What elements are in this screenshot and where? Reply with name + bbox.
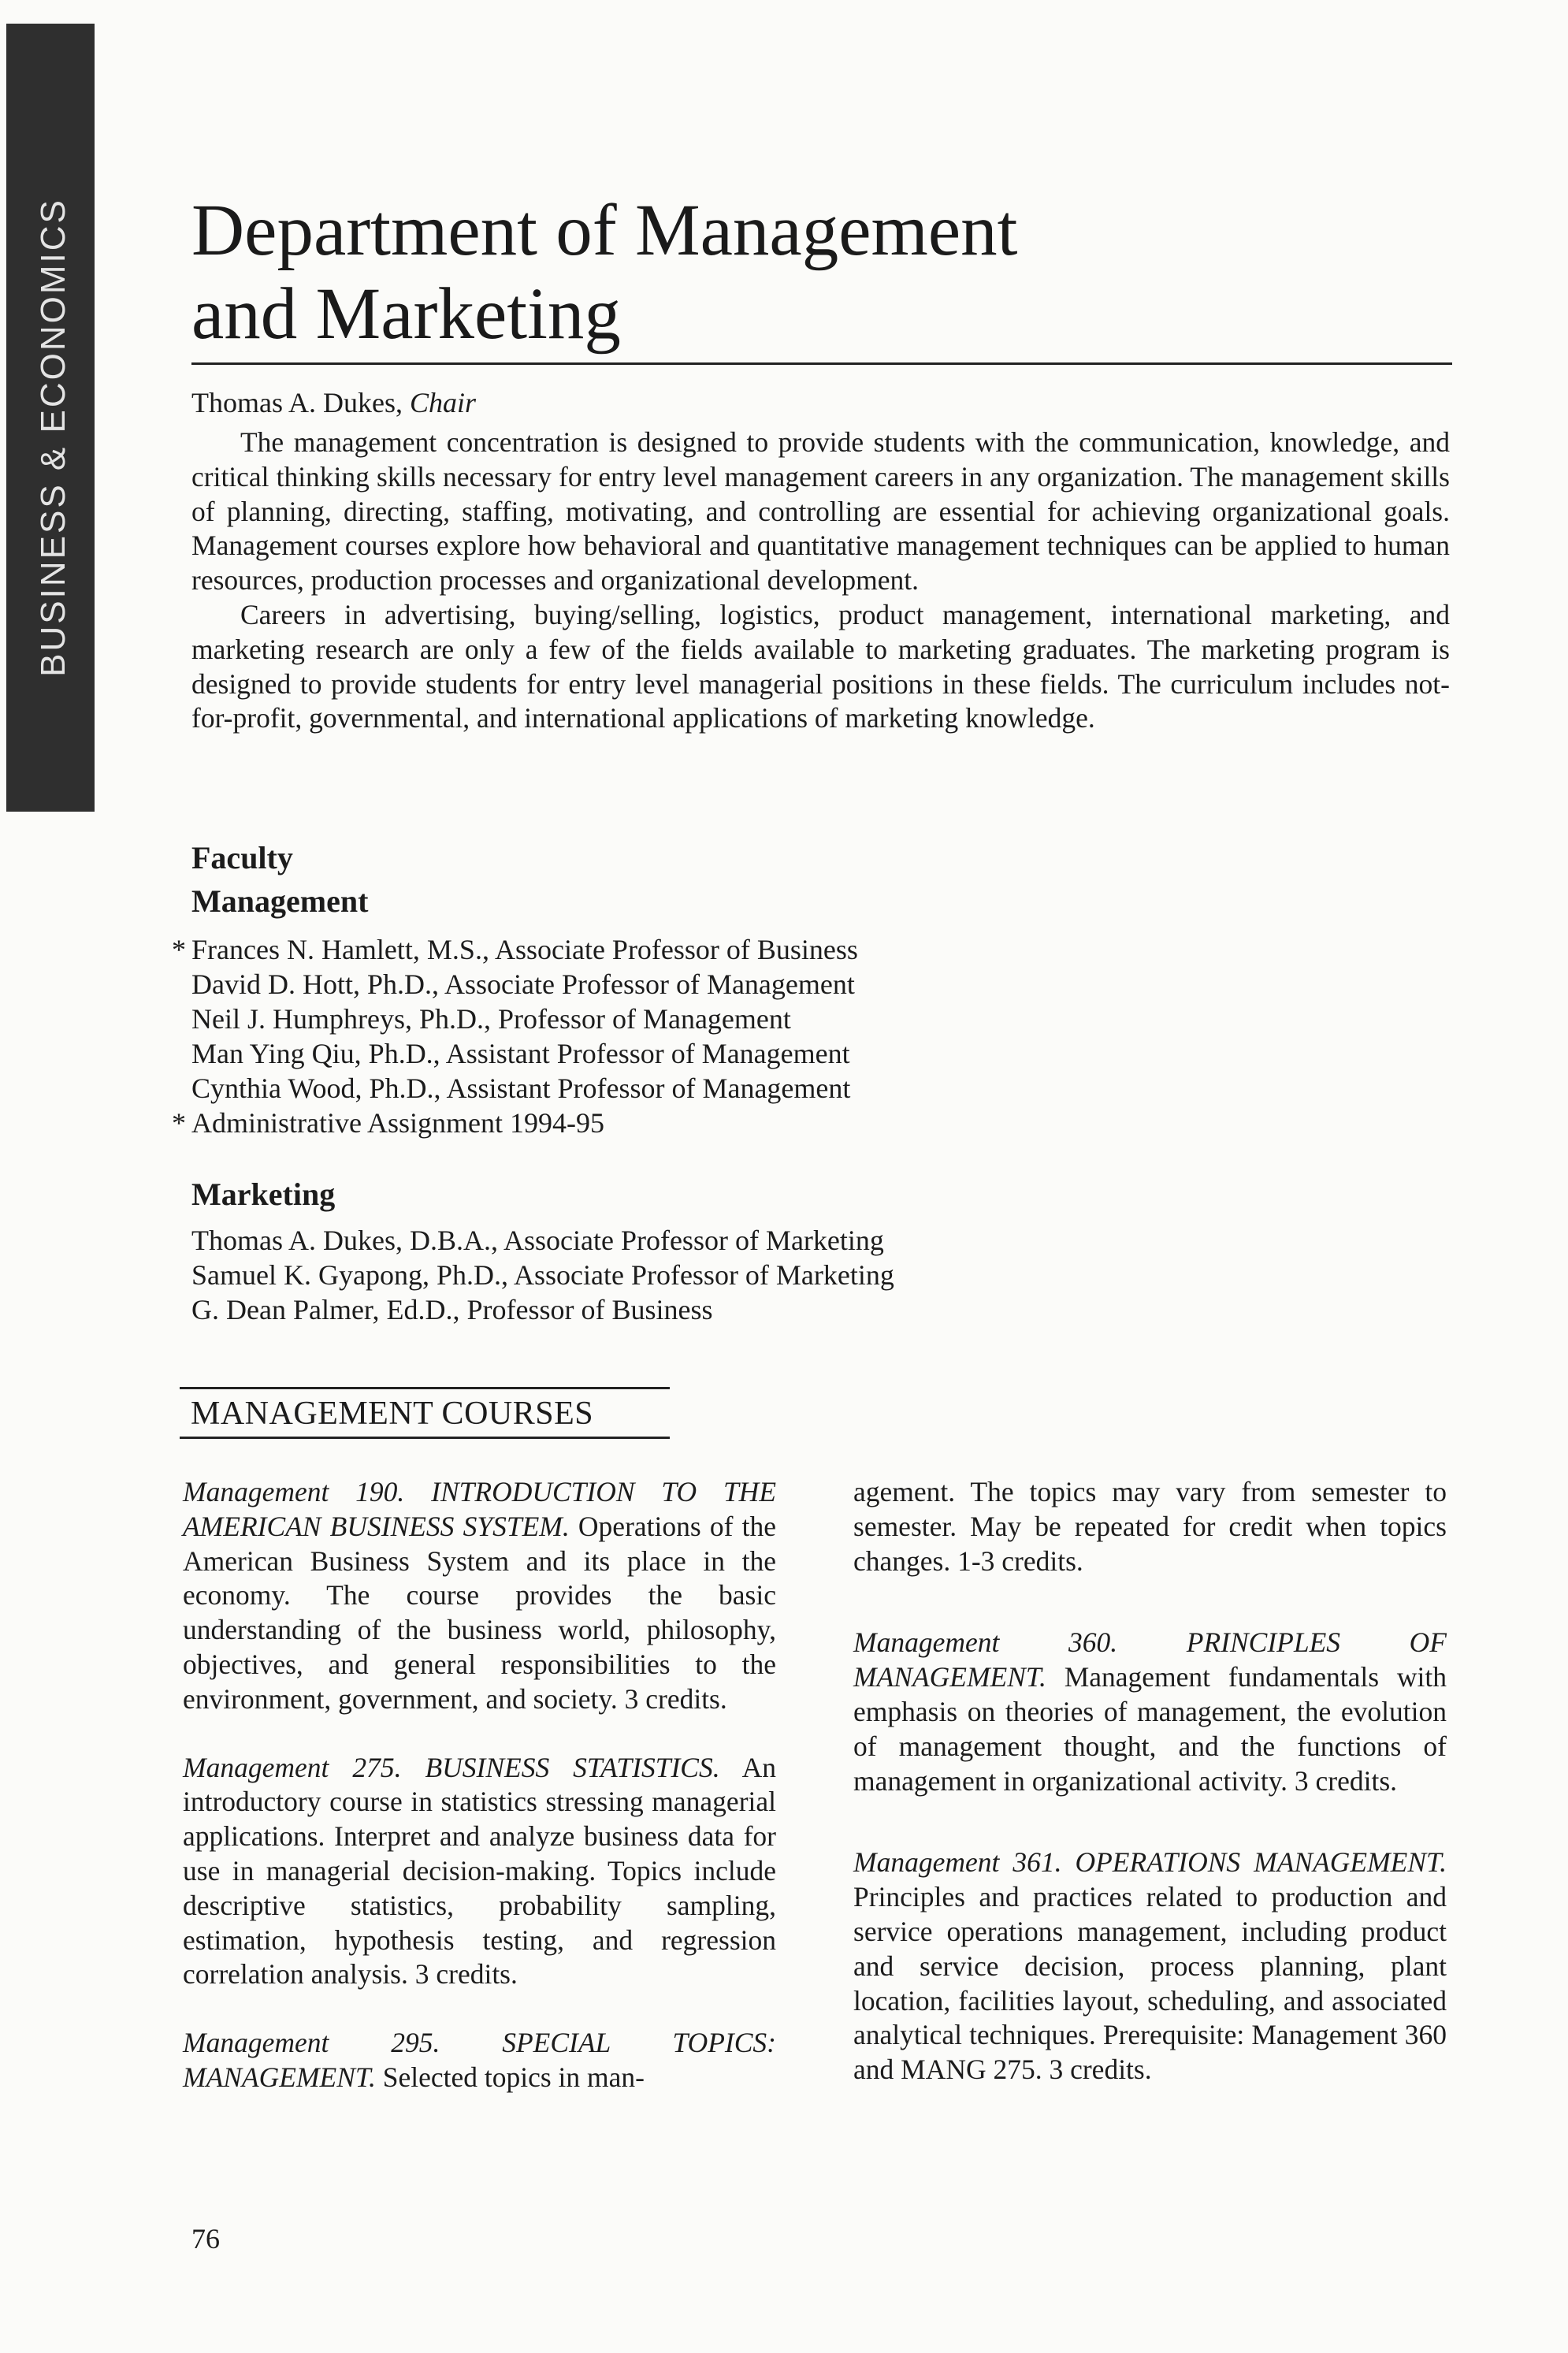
page-title-line-1: Department of Management bbox=[191, 190, 1018, 271]
faculty-member-text: Cynthia Wood, Ph.D., Assistant Professor of Management bbox=[191, 1072, 851, 1104]
course-title: OPERATIONS MANAGEMENT. bbox=[1075, 1846, 1447, 1879]
course-column-left bbox=[183, 1475, 776, 2095]
course-number: Management 361. bbox=[853, 1846, 1062, 1879]
section-tab bbox=[6, 24, 95, 812]
course-title: PRINCIPLES OF MANAGEMENT. bbox=[853, 1626, 1447, 1693]
faculty-member bbox=[172, 967, 858, 1002]
course-description: Selected topics in man- bbox=[382, 2061, 645, 2093]
chair-role: Chair bbox=[409, 387, 477, 418]
course-number: Management 360. bbox=[853, 1626, 1118, 1659]
course-entry bbox=[183, 2026, 776, 2095]
footnote bbox=[172, 1106, 858, 1140]
intro-paragraph-marketing: Careers in advertising, buying/selling, logistics, product management, international marketing, and marketing research are only a few of the fields available to marketing graduates. The marketing program is designed to provide students for entry level managerial positions in these fields. The curriculum includes not-for-profit, governmental, and international applications of marketing knowledge. bbox=[191, 598, 1450, 734]
page-number: 76 bbox=[191, 2223, 220, 2254]
course-description: Operations of the American Business System and its place in the economy. The course provides the basic understanding of the business world, philosophy, objectives, and general responsibilities to the environment, government, and society. 3 credits. bbox=[183, 1510, 776, 1715]
courses-heading: MANAGEMENT COURSES bbox=[180, 1387, 670, 1439]
faculty-member bbox=[172, 1002, 858, 1036]
course-entry bbox=[183, 1751, 776, 1993]
footnote-text: Administrative Assignment 1994-95 bbox=[191, 1107, 604, 1139]
course-description: Management fundamentals with emphasis on theories of management, the evolution of management thought, and the functions of management in organizational activity. 3 credits. bbox=[853, 1661, 1447, 1797]
course-entry bbox=[853, 1626, 1447, 1798]
asterisk-mark: * bbox=[172, 1107, 186, 1139]
faculty-member-text: Man Ying Qiu, Ph.D., Assistant Professor of Management bbox=[191, 1038, 850, 1069]
course-number: Management 190. bbox=[183, 1476, 405, 1507]
management-faculty-list bbox=[172, 932, 858, 1140]
faculty-member-text: Neil J. Humphreys, Ph.D., Professor of Management bbox=[191, 1003, 791, 1035]
faculty-member-text: David D. Hott, Ph.D., Associate Professor of Management bbox=[191, 968, 855, 1000]
intro-paragraph-management: The management concentration is designed to provide students with the communication, knowledge, and critical thinking skills necessary for entry level management careers in any organization. The management skills of planning, directing, staffing, motivating, and controlling are essential for achieving organizational goals. Management courses explore how behavioral and quantitative management techniques can be applied to human resources, production processes and organizational development. bbox=[191, 426, 1450, 597]
faculty-member bbox=[172, 1071, 858, 1106]
course-title: BUSINESS STATISTICS. bbox=[425, 1751, 720, 1783]
marketing-faculty-heading: Marketing bbox=[191, 1176, 336, 1212]
faculty-member bbox=[172, 1036, 858, 1071]
page-title bbox=[191, 189, 1017, 356]
page-title-line-2: and Marketing bbox=[191, 273, 621, 355]
course-continuation: agement. The topics may vary from semester to semester. May be repeated for credit when topics changes. 1-3 credits. bbox=[853, 1476, 1447, 1577]
course-number: Management 275. bbox=[183, 1751, 402, 1783]
course-description: An introductory course in statistics stressing managerial applications. Interpret and analyze business data for use in managerial decision-making. Topics include descriptive statistics, probability sampling, estimation, hypothesis testing, and regression correlation analysis. 3 credits. bbox=[183, 1751, 777, 1991]
asterisk-mark: * bbox=[172, 934, 186, 965]
course-title: SPECIAL TOPICS: MANAGEMENT. bbox=[183, 2027, 776, 2093]
course-entry bbox=[183, 1475, 776, 1717]
section-tab-label: BUSINESS & ECONOMICS bbox=[34, 198, 72, 677]
faculty-heading: Faculty bbox=[191, 840, 293, 875]
course-description: Principles and practices related to production and service operations management, including product and service decision, process planning, plant location, facilities layout, scheduling, and associated analytical techniques. Prerequisite: Management 360 and MANG 275. 3 credits. bbox=[853, 1881, 1447, 2086]
course-entry bbox=[853, 1846, 1447, 2087]
intro-text bbox=[191, 426, 1450, 736]
faculty-member: G. Dean Palmer, Ed.D., Professor of Business bbox=[191, 1294, 713, 1325]
marketing-faculty-list bbox=[191, 1223, 894, 1327]
management-faculty-heading: Management bbox=[191, 883, 369, 919]
faculty-member: Thomas A. Dukes, D.B.A., Associate Professor of Marketing bbox=[191, 1225, 884, 1256]
course-column-right bbox=[853, 1475, 1447, 2087]
faculty-member bbox=[172, 932, 858, 967]
chair-name: Thomas A. Dukes, bbox=[191, 387, 410, 418]
course-title: INTRODUCTION TO THE AMERICAN BUSINESS SYSTEM. bbox=[183, 1476, 777, 1542]
chair-line bbox=[191, 385, 476, 421]
faculty-member-text: Frances N. Hamlett, M.S., Associate Professor of Business bbox=[191, 934, 858, 965]
course-number: Management 295. bbox=[183, 2027, 440, 2059]
faculty-member: Samuel K. Gyapong, Ph.D., Associate Professor of Marketing bbox=[191, 1259, 894, 1291]
title-rule bbox=[191, 362, 1452, 365]
